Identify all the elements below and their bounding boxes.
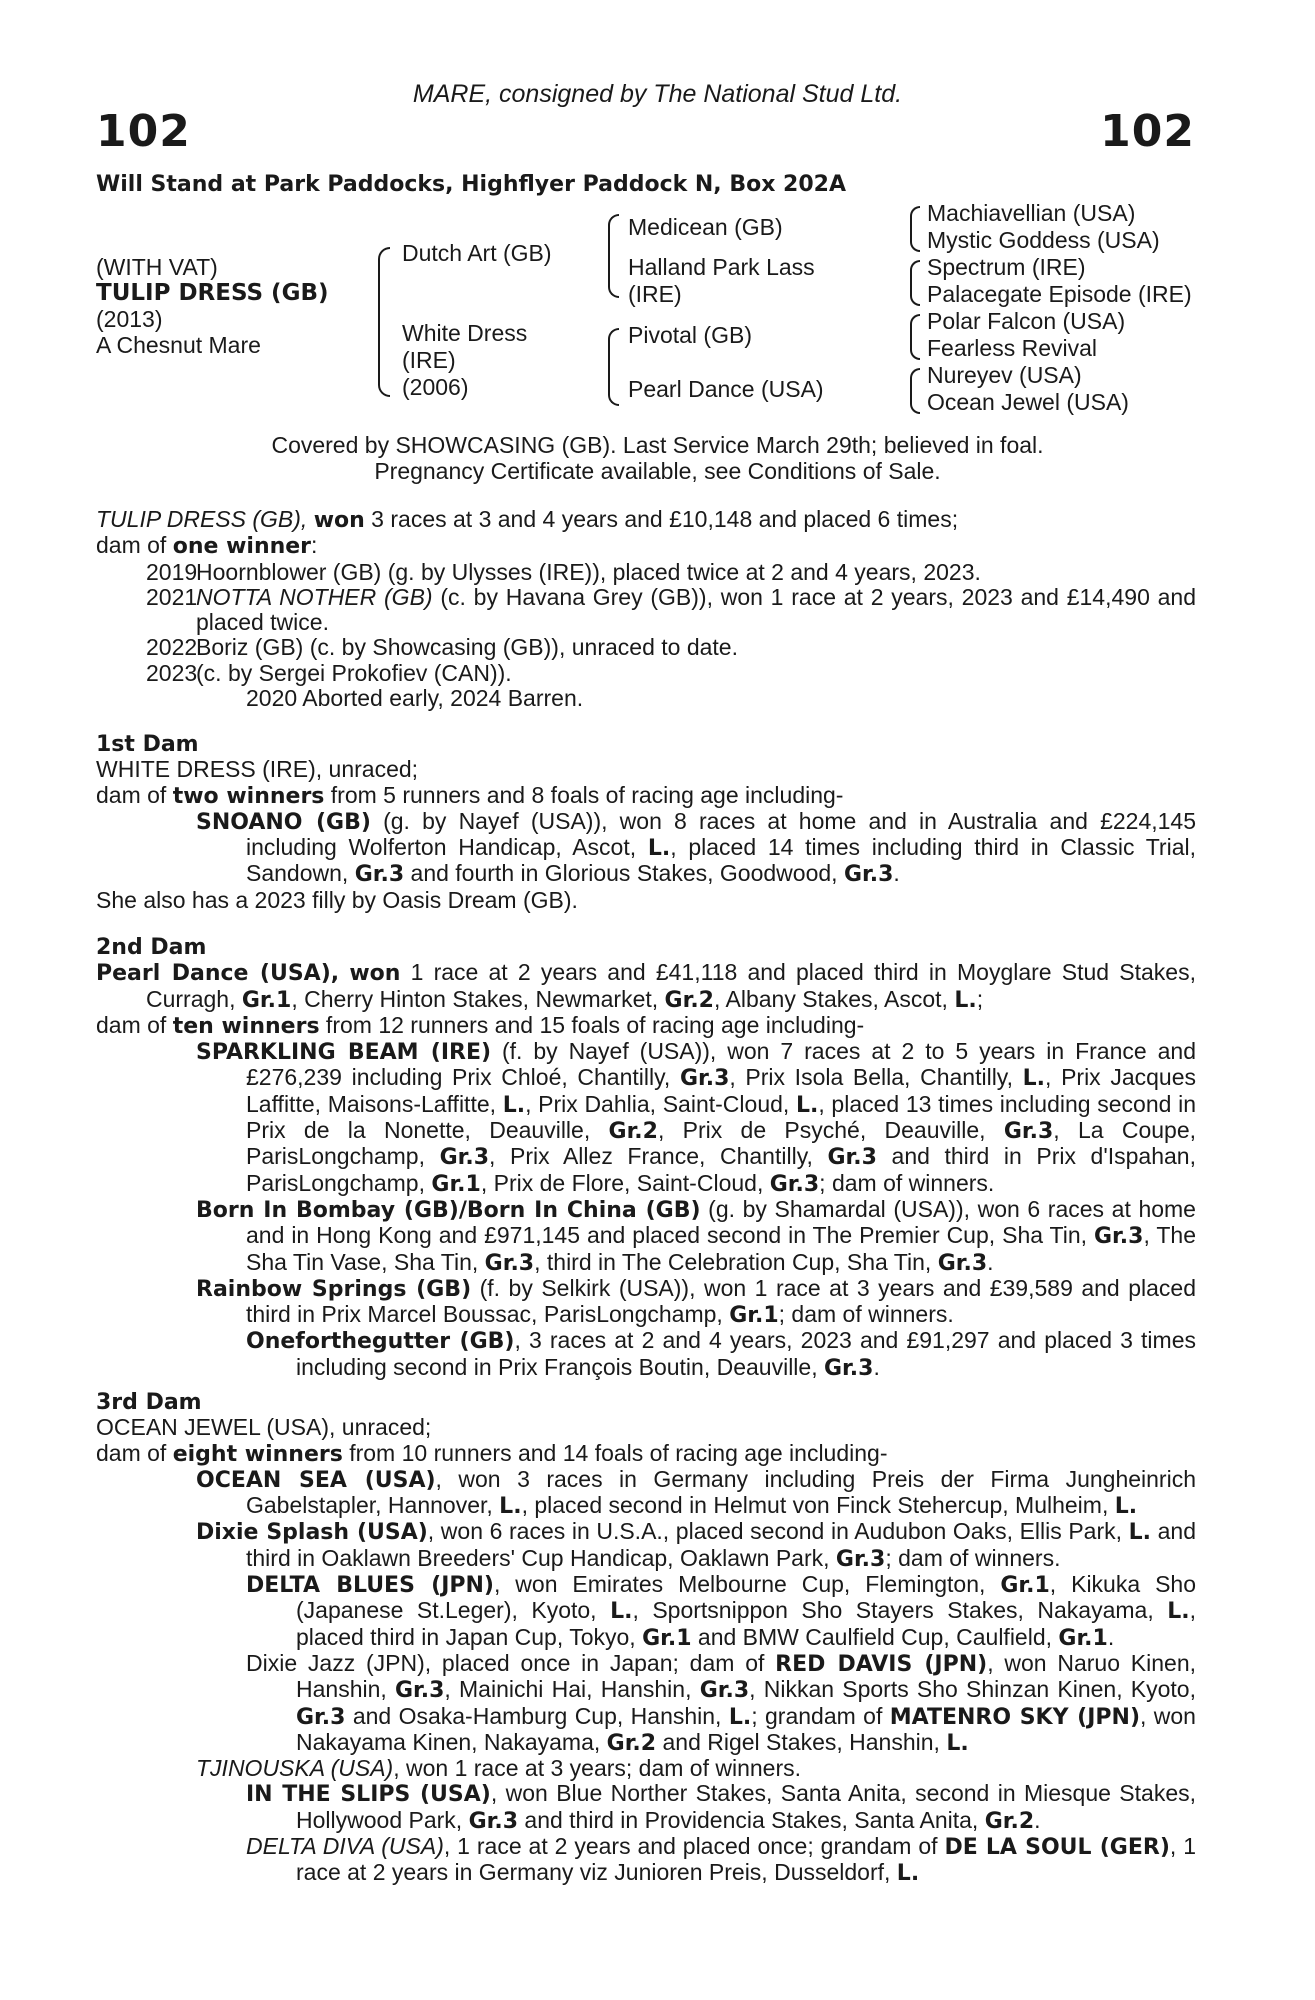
mare-year: (2013) [96, 306, 163, 332]
list-item: Born In Bombay (GB)/Born In China (GB) (g. by Shamardal (USA)), won 6 races at home and in Hong Kong and £971,145 and placed second in The Premier Cup, Sha Tin, Gr.3, The Sha Tin Vase, Sha Tin, Gr.3, third in The Celebration Cup, Sha Tin, Gr.3. [196, 1195, 1196, 1276]
list-item: Dixie Splash (USA), won 6 races in U.S.A., placed second in Audubon Oaks, Ellis Park, L. and third in Oaklawn Breeders' Cup Handicap, Oaklawn Park, Gr.3; dam of winners. [196, 1518, 1197, 1572]
pedigree-sire-sire: Medicean (GB) [628, 214, 783, 240]
list-item: OCEAN SEA (USA), won 3 races in Germany including Preis der Firma Jungheinrich Gabelstapler, Hannover, L., placed second in Helmut von Finck Stehercup, Mulheim, L. [196, 1465, 1196, 1520]
cover-line: Covered by SHOWCASING (GB). Last Service March 29th; believed in foal. [271, 432, 1044, 458]
third-dam-heading: 3rd Dam [96, 1390, 202, 1415]
pedigree-brace-ss [910, 206, 920, 252]
list-item: Rainbow Springs (GB) (f. by Selkirk (USA)), won 1 race at 3 years and £39,589 and placed third in Prix Marcel Boussac, ParisLongchamp, Gr.1; dam of winners. [196, 1274, 1196, 1329]
cover-info [0, 432, 1315, 484]
mare-description: A Chesnut Mare [96, 332, 261, 358]
pedigree-dam-dam: Pearl Dance (USA) [628, 376, 824, 402]
list-item: TJINOUSKA (USA), won 1 race at 3 years; dam of winners. [196, 1755, 802, 1782]
pedigree-sss: Machiavellian (USA) [927, 200, 1136, 226]
pedigree-dam: White Dress (IRE) (2006) [402, 320, 528, 400]
pedigree-dds: Nureyev (USA) [927, 362, 1082, 388]
lot-number-left: 102 [96, 106, 191, 157]
breeding-note: 2020 Aborted early, 2024 Barren. [246, 685, 584, 712]
pedigree-ssd: Mystic Goddess (USA) [927, 227, 1160, 253]
second-dam-section: 2nd Dam Pearl Dance (USA), won 1 race at 2 years and £41,118 and placed third in Moyglare Stud Stakes, Curragh, Gr.1, Cherry Hinton Stakes, Newmarket, Gr.2, Albany Stakes, Ascot, L.; dam of ten winners from 12 runners and 15 foals of racing age including- SPARKLING BEAM (IRE) (f. by Nayef (USA)), won 7 races at 2 to 5 years in France and £276,239 including Prix Chloé, Chantilly, Gr.3, Prix Isola Bella, Chantilly, L., Prix Jacques Laffitte, Maisons-Laffitte, L., Prix Dahlia, Saint-Cloud, L., placed 13 times including second in Prix de la Nonette, Deauville, Gr.2, Prix de Psyché, Deauville, Gr.3, La Coupe, ParisLongchamp, Gr.3, Prix Allez France, Chantilly, Gr.3 and third in Prix d'Ispahan, ParisLongchamp, Gr.1, Prix de Flore, Saint-Cloud, Gr.3; dam of winners. Born In Bombay (GB)/Born In China (GB) (g. by Shamardal (USA)), won 6 races at home and in Hong Kong and £971,145 and placed second in The Premier Cup, Sha Tin, Gr.3, The Sha Tin Vase, Sha Tin, Gr.3, third in The Celebration Cup, Sha Tin, Gr.3. Rainbow Springs (GB) (f. by Selkirk (USA)), won 1 race at 3 years and £39,589 and placed third in Prix Marcel Boussac, ParisLongchamp, Gr.1; dam of winners. Oneforthegutter (GB), 3 races at 2 and 4 years, 2023 and £91,297 and placed 3 times including second in Prix François Boutin, Deauville, Gr.3. [96, 935, 1197, 1381]
pedigree-ddd: Ocean Jewel (USA) [927, 389, 1129, 415]
second-dam-heading: 2nd Dam [96, 935, 207, 960]
consignment-line: MARE, consigned by The National Stud Ltd. [412, 80, 903, 108]
list-item: 2021 NOTTA NOTHER (GB) (c. by Havana Grey (GB)), won 1 race at 2 years, 2023 and £14,490 and placed twice. [146, 583, 1196, 636]
pedigree-brace-ds [910, 314, 920, 360]
list-item: DELTA BLUES (JPN), won Emirates Melbourne Cup, Flemington, Gr.1, Kikuka Sho (Japanese St.Leger), Kyoto, L., Sportsnippon Sho Stayers Stakes, Nakayama, L., placed third in Japan Cup, Tokyo, Gr.1 and BMW Caulfield Cup, Caulfield, Gr.1. [246, 1571, 1196, 1651]
list-item: Dixie Jazz (JPN), placed once in Japan; dam of RED DAVIS (JPN), won Naruo Kinen, Hanshin, Gr.3, Mainichi Hai, Hanshin, Gr.3, Nikkan Sports Sho Shinzan Kinen, Kyoto, Gr.3 and Osaka-Hamburg Cup, Hanshin, L.; grandam of MATENRO SKY (JPN), won Nakayama Kinen, Nakayama, Gr.2 and Rigel Stakes, Hanshin, L. [246, 1649, 1196, 1756]
list-item: SNOANO (GB) (g. by Nayef (USA)), won 8 races at home and in Australia and £224,145 including Wolferton Handicap, Ascot, L., placed 14 times including third in Classic Trial, Sandown, Gr.3 and fourth in Glorious Stakes, Goodwood, Gr.3. [196, 807, 1197, 888]
pregnancy-line: Pregnancy Certificate available, see Conditions of Sale. [374, 458, 941, 484]
pedigree-brace-main [378, 247, 390, 397]
pedigree-dam-sire: Pivotal (GB) [628, 322, 752, 348]
list-item: 2019 Hoornblower (GB) (g. by Ulysses (IRE)), placed twice at 2 and 4 years, 2023. [146, 558, 981, 585]
pedigree-brace-dam [608, 328, 619, 406]
first-dam-heading: 1st Dam [96, 732, 199, 757]
list-item: 2022 Boriz (GB) (c. by Showcasing (GB)), unraced to date. [146, 634, 738, 661]
list-item: DELTA DIVA (USA), 1 race at 2 years and placed once; grandam of DE LA SOUL (GER), 1 race at 2 years in Germany viz Junioren Preis, Dusseldorf, L. [246, 1833, 1196, 1887]
pedigree-sdd: Palacegate Episode (IRE) [927, 281, 1192, 307]
pedigree-dss: Polar Falcon (USA) [927, 308, 1126, 334]
list-item: IN THE SLIPS (USA), won Blue Norther Stakes, Santa Anita, second in Miesque Stakes, Hollywood Park, Gr.3 and third in Providencia Stakes, Santa Anita, Gr.2. [246, 1780, 1196, 1834]
list-item: 2023 (c. by Sergei Prokofiev (CAN)). [146, 659, 512, 686]
pedigree-brace-sd [910, 260, 920, 306]
list-item: Oneforthegutter (GB), 3 races at 2 and 4 years, 2023 and £91,297 and placed 3 times including second in Prix François Boutin, Deauville, Gr.3. [246, 1327, 1196, 1381]
mare-record: TULIP DRESS (GB), won 3 races at 3 and 4 years and £10,148 and placed 6 times; dam of one winner: 2019 Hoornblower (GB) (g. by Ulysses (IRE)), placed twice at 2 and 4 years, 2023. 2021 NOTTA NOTHER (GB) (c. by Havana Grey (GB)), won 1 race at 2 years, 2023 and £14,490 and placed twice. 2022 Boriz (GB) (c. by Showcasing (GB)), unraced to date. 2023 (c. by Sergei Prokofiev (CAN)). 2020 Aborted early, 2024 Barren. [96, 506, 1196, 712]
mare-name: TULIP DRESS (GB) [96, 280, 329, 306]
vat-label: (WITH VAT) [96, 254, 218, 280]
lot-number-right: 102 [1100, 106, 1195, 157]
pedigree-brace-sire [608, 214, 619, 298]
location-line: Will Stand at Park Paddocks, Highflyer Paddock N, Box 202A [96, 172, 847, 197]
first-dam-section: 1st Dam WHITE DRESS (IRE), unraced; dam of two winners from 5 runners and 8 foals of racing age including- SNOANO (GB) (g. by Nayef (USA)), won 8 races at home and in Australia and £224,145 including Wolferton Handicap, Ascot, L., placed 14 times including third in Classic Trial, Sandown, Gr.3 and fourth in Glorious Stakes, Goodwood, Gr.3. She also has a 2023 filly by Oasis Dream (GB). [96, 732, 1197, 913]
pedigree-sire-dam: Halland Park Lass (IRE) [628, 254, 815, 307]
list-item: SPARKLING BEAM (IRE) (f. by Nayef (USA)), won 7 races at 2 to 5 years in France and £276,239 including Prix Chloé, Chantilly, Gr.3, Prix Isola Bella, Chantilly, L., Prix Jacques Laffitte, Maisons-Laffitte, L., Prix Dahlia, Saint-Cloud, L., placed 13 times including second in Prix de la Nonette, Deauville, Gr.2, Prix de Psyché, Deauville, Gr.3, La Coupe, ParisLongchamp, Gr.3, Prix Allez France, Chantilly, Gr.3 and third in Prix d'Ispahan, ParisLongchamp, Gr.1, Prix de Flore, Saint-Cloud, Gr.3; dam of winners. [196, 1038, 1197, 1197]
third-dam-section: 3rd Dam OCEAN JEWEL (USA), unraced; dam of eight winners from 10 runners and 14 foals of racing age including- OCEAN SEA (USA), won 3 races in Germany including Preis der Firma Jungheinrich Gabelstapler, Hannover, L., placed second in Helmut von Finck Stehercup, Mulheim, L. Dixie Splash (USA), won 6 races in U.S.A., placed second in Audubon Oaks, Ellis Park, L. and third in Oaklawn Breeders' Cup Handicap, Oaklawn Park, Gr.3; dam of winners. DELTA BLUES (JPN), won Emirates Melbourne Cup, Flemington, Gr.1, Kikuka Sho (Japanese St.Leger), Kyoto, L., Sportsnippon Sho Stayers Stakes, Nakayama, L., placed third in Japan Cup, Tokyo, Gr.1 and BMW Caulfield Cup, Caulfield, Gr.1. Dixie Jazz (JPN), placed once in Japan; dam of RED DAVIS (JPN), won Naruo Kinen, Hanshin, Gr.3, Mainichi Hai, Hanshin, Gr.3, Nikkan Sports Sho Shinzan Kinen, Kyoto, Gr.3 and Osaka-Hamburg Cup, Hanshin, L.; grandam of MATENRO SKY (JPN), won Nakayama Kinen, Nakayama, Gr.2 and Rigel Stakes, Hanshin, L. TJINOUSKA (USA), won 1 race at 3 years; dam of winners. IN THE SLIPS (USA), won Blue Norther Stakes, Santa Anita, second in Miesque Stakes, Hollywood Park, Gr.3 and third in Providencia Stakes, Santa Anita, Gr.2. DELTA DIVA (USA), 1 race at 2 years and placed once; grandam of DE LA SOUL (GER), 1 race at 2 years in Germany viz Junioren Preis, Dusseldorf, L. [96, 1390, 1197, 1887]
pedigree-brace-dd [910, 368, 920, 414]
mare-identity [96, 254, 329, 358]
pedigree-dsd: Fearless Revival [927, 335, 1097, 361]
pedigree-sds: Spectrum (IRE) [927, 254, 1086, 280]
pedigree-sire: Dutch Art (GB) [402, 240, 552, 266]
